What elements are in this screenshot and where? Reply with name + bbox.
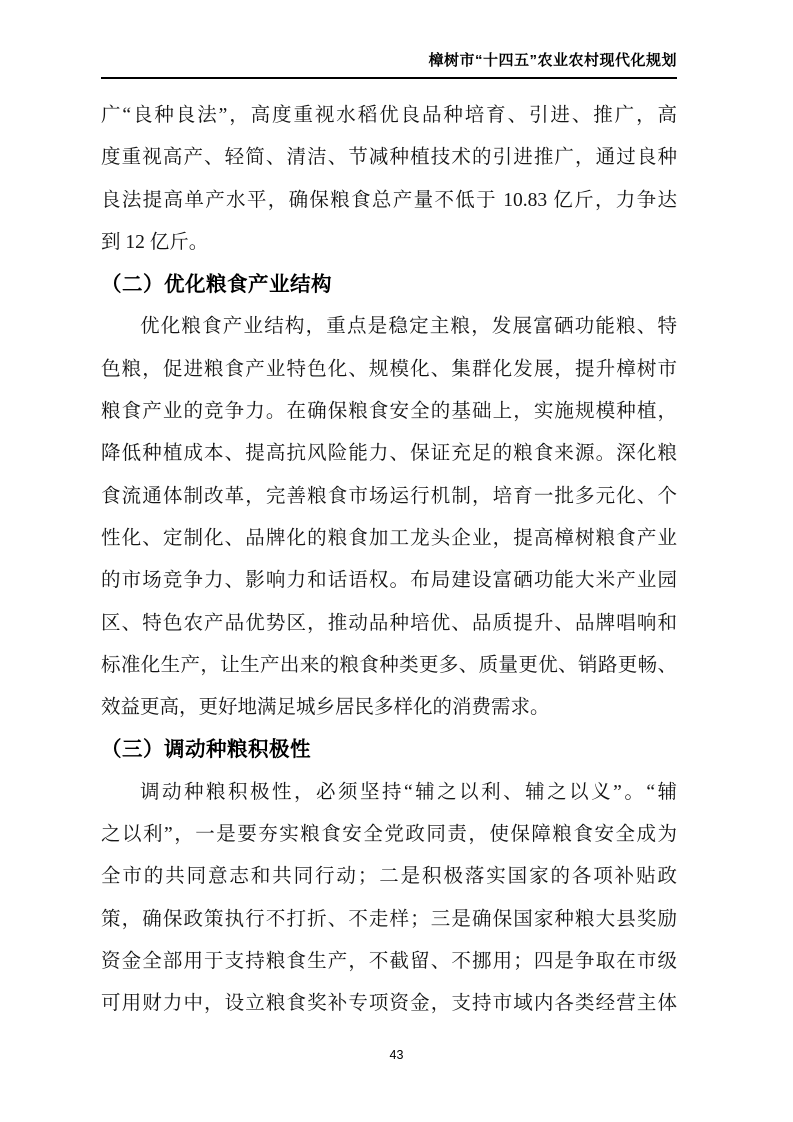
body-line: 优化粮食产业结构，重点是稳定主粮，发展富硒功能粮、特 <box>140 316 677 338</box>
header-title: 樟树市“十四五”农业农村现代化规划 <box>428 52 677 69</box>
body-line: 广“良种良法”，高度重视水稻优良品种培育、引进、推广，高 <box>101 105 677 126</box>
body-line: 之以利”，一是要夯实粮食安全党政同责，使保障粮食安全成为 <box>101 824 677 846</box>
body-line: 粮食产业的竞争力。在确保粮食安全的基础上，实施规模种植， <box>101 401 677 423</box>
body-line: 可用财力中，设立粮食奖补专项资金，支持市域内各类经营主体 <box>101 993 677 1015</box>
body-line: 色粮，促进粮食产业特色化、规模化、集群化发展，提升樟树市 <box>101 358 677 380</box>
body-line: 资金全部用于支持粮食生产，不截留、不挪用；四是争取在市级 <box>101 950 677 972</box>
page-number: 43 <box>389 1048 404 1062</box>
body-line: 策，确保政策执行不打折、不走样；三是确保国家种粮大县奖励 <box>101 908 677 930</box>
body-line: 降低种植成本、提高抗风险能力、保证充足的粮食来源。深化粮 <box>101 443 677 465</box>
body-line: 效益更高，更好地满足城乡居民多样化的消费需求。 <box>101 697 550 719</box>
body-line: 全市的共同意志和共同行动；二是积极落实国家的各项补贴政 <box>101 866 677 888</box>
body-line: 标准化生产，让生产出来的粮食种类更多、质量更优、销路更畅、 <box>101 654 677 676</box>
section-heading: （二）优化粮食产业结构 <box>101 274 332 297</box>
body-line: 的市场竞争力、影响力和话语权。布局建设富硒功能大米产业园 <box>101 570 677 592</box>
page-footer <box>0 1047 793 1063</box>
body-line: 良法提高单产水平，确保粮食总产量不低于 10.83 亿斤，力争达 <box>101 189 677 211</box>
body-line: 食流通体制改革，完善粮食市场运行机制，培育一批多元化、个 <box>101 485 677 507</box>
document-content <box>101 95 677 1026</box>
body-line: 调动种粮积极性，必须坚持“辅之以利、辅之以义”。“辅 <box>140 781 677 803</box>
section-heading: （三）调动种粮积极性 <box>101 739 311 762</box>
header-rule <box>101 77 677 79</box>
body-line: 到 12 亿斤。 <box>101 231 209 253</box>
body-line: 区、特色农产品优势区，推动品种培优、品质提升、品牌唱响和 <box>101 612 677 634</box>
body-line: 度重视高产、轻简、清洁、节减种植技术的引进推广，通过良种 <box>101 147 677 169</box>
body-line: 性化、定制化、品牌化的粮食加工龙头企业，提高樟树粮食产业 <box>101 527 677 549</box>
page-header <box>101 51 677 71</box>
